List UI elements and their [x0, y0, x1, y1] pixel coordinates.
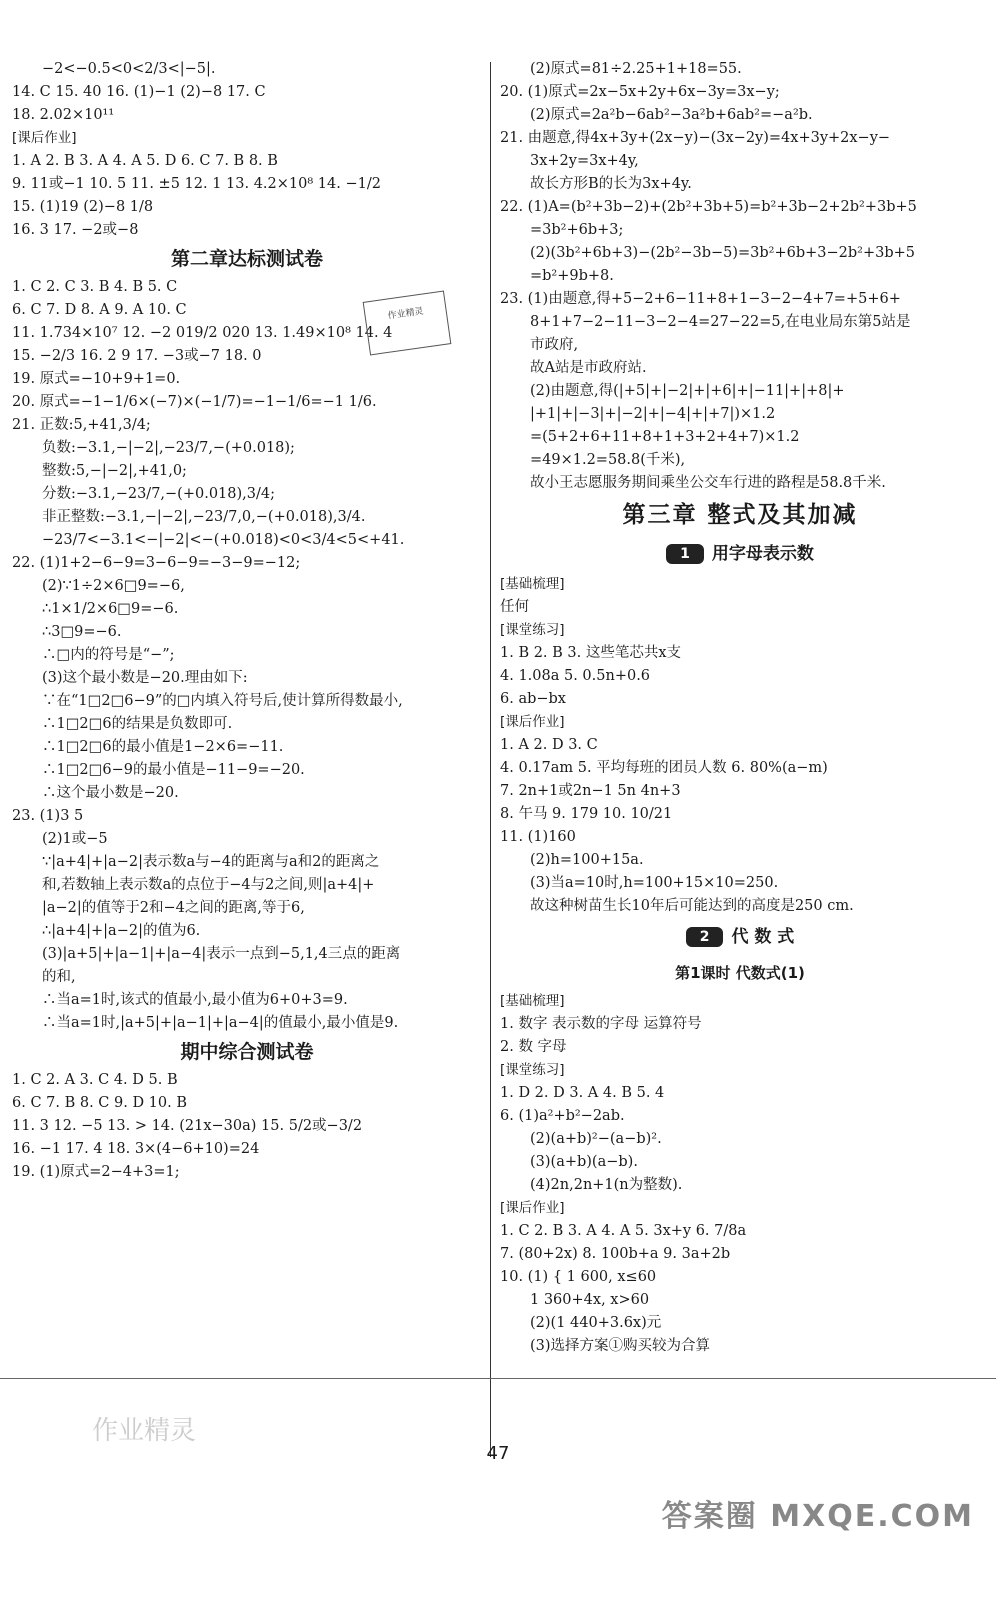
- answer-line: ∴1□2□6的最小值是1−2×6=−11.: [42, 739, 284, 755]
- answer-line: (2)(1 440+3.6x)元: [530, 1315, 662, 1331]
- answer-line: ∴□内的符号是“−”;: [42, 647, 175, 663]
- answer-line: 21. 由题意,得4x+3y+(2x−y)−(3x−2y)=4x+3y+2x−y−: [500, 130, 891, 146]
- answer-line: 的和,: [42, 969, 76, 985]
- answer-line: 8. 午马 9. 179 10. 10/21: [500, 806, 673, 822]
- answer-line: 故这种树苗生长10年后可能达到的高度是250 cm.: [530, 898, 854, 914]
- left-column: [12, 58, 482, 1184]
- answer-line: 负数:−3.1,−|−2|,−23/7,−(+0.018);: [42, 440, 295, 456]
- answer-line: |a−2|的值等于2和−4之间的距离,等于6,: [42, 900, 305, 916]
- answer-line: 11. 1.734×10⁷ 12. −2 019/2 020 13. 1.49×10⁸ 14. 4: [12, 325, 393, 341]
- answer-line: 任何: [500, 599, 529, 615]
- section-label: [课后作业]: [500, 714, 565, 730]
- answer-line: 4. 0.17am 5. 平均每班的团员人数 6. 80%(a−m): [500, 760, 828, 776]
- section-label: [课后作业]: [500, 1200, 565, 1216]
- answer-line: 非正整数:−3.1,−|−2|,−23/7,0,−(+0.018),3/4.: [42, 509, 366, 525]
- answer-line: 故小王志愿服务期间乘坐公交车行进的路程是58.8千米.: [530, 475, 886, 491]
- answer-line: |+1|+|−3|+|−2|+|−4|+|+7|)×1.2: [530, 406, 776, 422]
- answer-line: (3)这个最小数是−20.理由如下:: [42, 670, 248, 686]
- answer-line: 2. 数 字母: [500, 1039, 567, 1055]
- answer-line: 6. C 7. D 8. A 9. A 10. C: [12, 302, 187, 318]
- section-label: [基础梳理]: [500, 993, 565, 1009]
- answer-line: ∴当a=1时,|a+5|+|a−1|+|a−4|的值最小,最小值是9.: [42, 1015, 399, 1031]
- lesson-title: 用字母表示数: [711, 544, 814, 564]
- answer-line: ∴3□9=−6.: [42, 624, 122, 640]
- answer-line: 7. 2n+1或2n−1 5n 4n+3: [500, 783, 681, 799]
- answer-line: 19. (1)原式=2−4+3=1;: [12, 1164, 180, 1180]
- answer-line: 20. 原式=−1−1/6×(−7)×(−1/7)=−1−1/6=−1 1/6.: [12, 394, 377, 410]
- answer-line: 6. C 7. B 8. C 9. D 10. B: [12, 1095, 188, 1111]
- right-column: [500, 58, 980, 1358]
- answer-line: 16. 3 17. −2或−8: [12, 222, 139, 238]
- section-heading: [500, 918, 980, 956]
- answer-line: 19. 原式=−10+9+1=0.: [12, 371, 181, 387]
- answer-line: 9. 11或−1 10. 5 11. ±5 12. 1 13. 4.2×10⁸ 14. −1/2: [12, 176, 381, 192]
- section-heading: 第三章 整式及其加减: [622, 502, 858, 528]
- answer-line: 1. C 2. A 3. C 4. D 5. B: [12, 1072, 178, 1088]
- stamp-logo: [363, 291, 452, 356]
- answer-line: 市政府,: [530, 337, 579, 353]
- answer-line: ∵在“1□2□6−9”的□内填入符号后,使计算所得数最小,: [42, 693, 403, 709]
- answer-line: =(5+2+6+11+8+1+3+2+4+7)×1.2: [530, 429, 800, 445]
- answer-line: ∵|a+4|+|a−2|表示数a与−4的距离与a和2的距离之: [42, 854, 380, 870]
- answer-line: (3)|a+5|+|a−1|+|a−4|表示一点到−5,1,4三点的距离: [42, 946, 401, 962]
- answer-line: ∴当a=1时,该式的值最小,最小值为6+0+3=9.: [42, 992, 348, 1008]
- answer-line: 1. C 2. C 3. B 4. B 5. C: [12, 279, 178, 295]
- section-heading: 第二章达标测试卷: [170, 248, 323, 270]
- answer-line: 6. (1)a²+b²−2ab.: [500, 1108, 625, 1124]
- site-watermark: 答案圈 MXQE.COM: [661, 1499, 974, 1534]
- answer-line: 8+1+7−2−11−3−2−4=27−22=5,在电业局东第5站是: [530, 314, 911, 330]
- section-label: [基础梳理]: [500, 576, 565, 592]
- answer-line: 21. 正数:5,+41,3/4;: [12, 417, 151, 433]
- answer-line: (2)1或−5: [42, 831, 108, 847]
- answer-line: ∴1□2□6的结果是负数即可.: [42, 716, 233, 732]
- answer-line: =49×1.2=58.8(千米),: [530, 452, 686, 468]
- answer-line: (2)h=100+15a.: [530, 852, 644, 868]
- section-label: [课堂练习]: [500, 1062, 565, 1078]
- lesson-number-badge: 1: [666, 544, 704, 564]
- answer-line: (2)(3b²+6b+3)−(2b²−3b−5)=3b²+6b+3−2b²+3b+5: [530, 245, 916, 261]
- lesson-title: 代 数 式: [731, 927, 795, 947]
- stamp-text: 作业精灵: [387, 306, 425, 322]
- section-heading: 期中综合测试卷: [180, 1041, 314, 1063]
- answer-line: 1. D 2. D 3. A 4. B 5. 4: [500, 1085, 665, 1101]
- footer-rule: [0, 1378, 996, 1379]
- answer-line: ∴|a+4|+|a−2|的值为6.: [42, 923, 201, 939]
- answer-line: 22. (1)1+2−6−9=3−6−9=−3−9=−12;: [12, 555, 301, 571]
- section-label: [课后作业]: [12, 130, 77, 146]
- answer-line: 1. C 2. B 3. A 4. A 5. 3x+y 6. 7/8a: [500, 1223, 747, 1239]
- answer-line: 11. 3 12. −5 13. > 14. (21x−30a) 15. 5/2或−3/2: [12, 1118, 363, 1134]
- answer-line: 7. (80+2x) 8. 100b+a 9. 3a+2b: [500, 1246, 731, 1262]
- answer-line: (2)(a+b)²−(a−b)².: [530, 1131, 662, 1147]
- faint-watermark: 作业精灵: [92, 1416, 197, 1446]
- section-heading: 第1课时 代数式(1): [675, 964, 805, 982]
- answer-line: 1 360+4x, x>60: [530, 1292, 650, 1308]
- answer-line: 3x+2y=3x+4y,: [530, 153, 639, 169]
- answer-line: 6. ab−bx: [500, 691, 566, 707]
- answer-line: 故长方形B的长为3x+4y.: [530, 176, 692, 192]
- answer-line: 10. (1) { 1 600, x≤60: [500, 1269, 657, 1285]
- answer-line: 1. B 2. B 3. 这些笔芯共x支: [500, 645, 682, 661]
- answer-line: 故A站是市政府站.: [530, 360, 647, 376]
- answer-line: (3)(a+b)(a−b).: [530, 1154, 638, 1170]
- answer-line: 1. A 2. B 3. A 4. A 5. D 6. C 7. B 8. B: [12, 153, 278, 169]
- answer-line: 分数:−3.1,−23/7,−(+0.018),3/4;: [42, 486, 275, 502]
- answer-line: −2<−0.5<0<2/3<|−5|.: [42, 61, 216, 77]
- answer-line: 14. C 15. 40 16. (1)−1 (2)−8 17. C: [12, 84, 266, 100]
- answer-line: 23. (1)由题意,得+5−2+6−11+8+1−3−2−4+7=+5+6+: [500, 291, 901, 307]
- answer-line: (2)∵1÷2×6□9=−6,: [42, 578, 185, 594]
- answer-line: =3b²+6b+3;: [530, 222, 624, 238]
- answer-line: 15. (1)19 (2)−8 1/8: [12, 199, 154, 215]
- answer-line: 11. (1)160: [500, 829, 576, 845]
- page-number: 47: [486, 1443, 510, 1464]
- answer-line: 23. (1)3 5: [12, 808, 84, 824]
- answer-line: 整数:5,−|−2|,+41,0;: [42, 463, 187, 479]
- answer-line: ∴这个最小数是−20.: [42, 785, 179, 801]
- answer-line: 18. 2.02×10¹¹: [12, 107, 115, 123]
- answer-line: ∴1□2□6−9的最小值是−11−9=−20.: [42, 762, 305, 778]
- answer-line: (3)选择方案①购买较为合算: [530, 1338, 711, 1354]
- answer-line: (3)当a=10时,h=100+15×10=250.: [530, 875, 779, 891]
- answer-line: −23/7<−3.1<−|−2|<−(+0.018)<0<3/4<5<+41.: [42, 532, 405, 548]
- answer-line: 1. A 2. D 3. C: [500, 737, 598, 753]
- answer-line: 20. (1)原式=2x−5x+2y+6x−3y=3x−y;: [500, 84, 780, 100]
- lesson-number-badge: 2: [686, 927, 724, 947]
- answer-line: =b²+9b+8.: [530, 268, 614, 284]
- answer-line: (2)原式=81÷2.25+1+18=55.: [530, 61, 742, 77]
- answer-line: 和,若数轴上表示数a的点位于−4与2之间,则|a+4|+: [42, 877, 375, 893]
- answer-line: 16. −1 17. 4 18. 3×(4−6+10)=24: [12, 1141, 260, 1157]
- section-label: [课堂练习]: [500, 622, 565, 638]
- section-heading: [500, 535, 980, 573]
- answer-line: 22. (1)A=(b²+3b−2)+(2b²+3b+5)=b²+3b−2+2b²+3b+5: [500, 199, 917, 215]
- answer-line: (2)原式=2a²b−6ab²−3a²b+6ab²=−a²b.: [530, 107, 813, 123]
- column-divider: [490, 62, 491, 1457]
- answer-line: (4)2n,2n+1(n为整数).: [530, 1177, 683, 1193]
- answer-line: 1. 数字 表示数的字母 运算符号: [500, 1016, 702, 1032]
- answer-line: 4. 1.08a 5. 0.5n+0.6: [500, 668, 651, 684]
- answer-line: 15. −2/3 16. 2 9 17. −3或−7 18. 0: [12, 348, 262, 364]
- answer-line: ∴1×1/2×6□9=−6.: [42, 601, 179, 617]
- answer-line: (2)由题意,得(|+5|+|−2|+|+6|+|−11|+|+8|+: [530, 383, 845, 399]
